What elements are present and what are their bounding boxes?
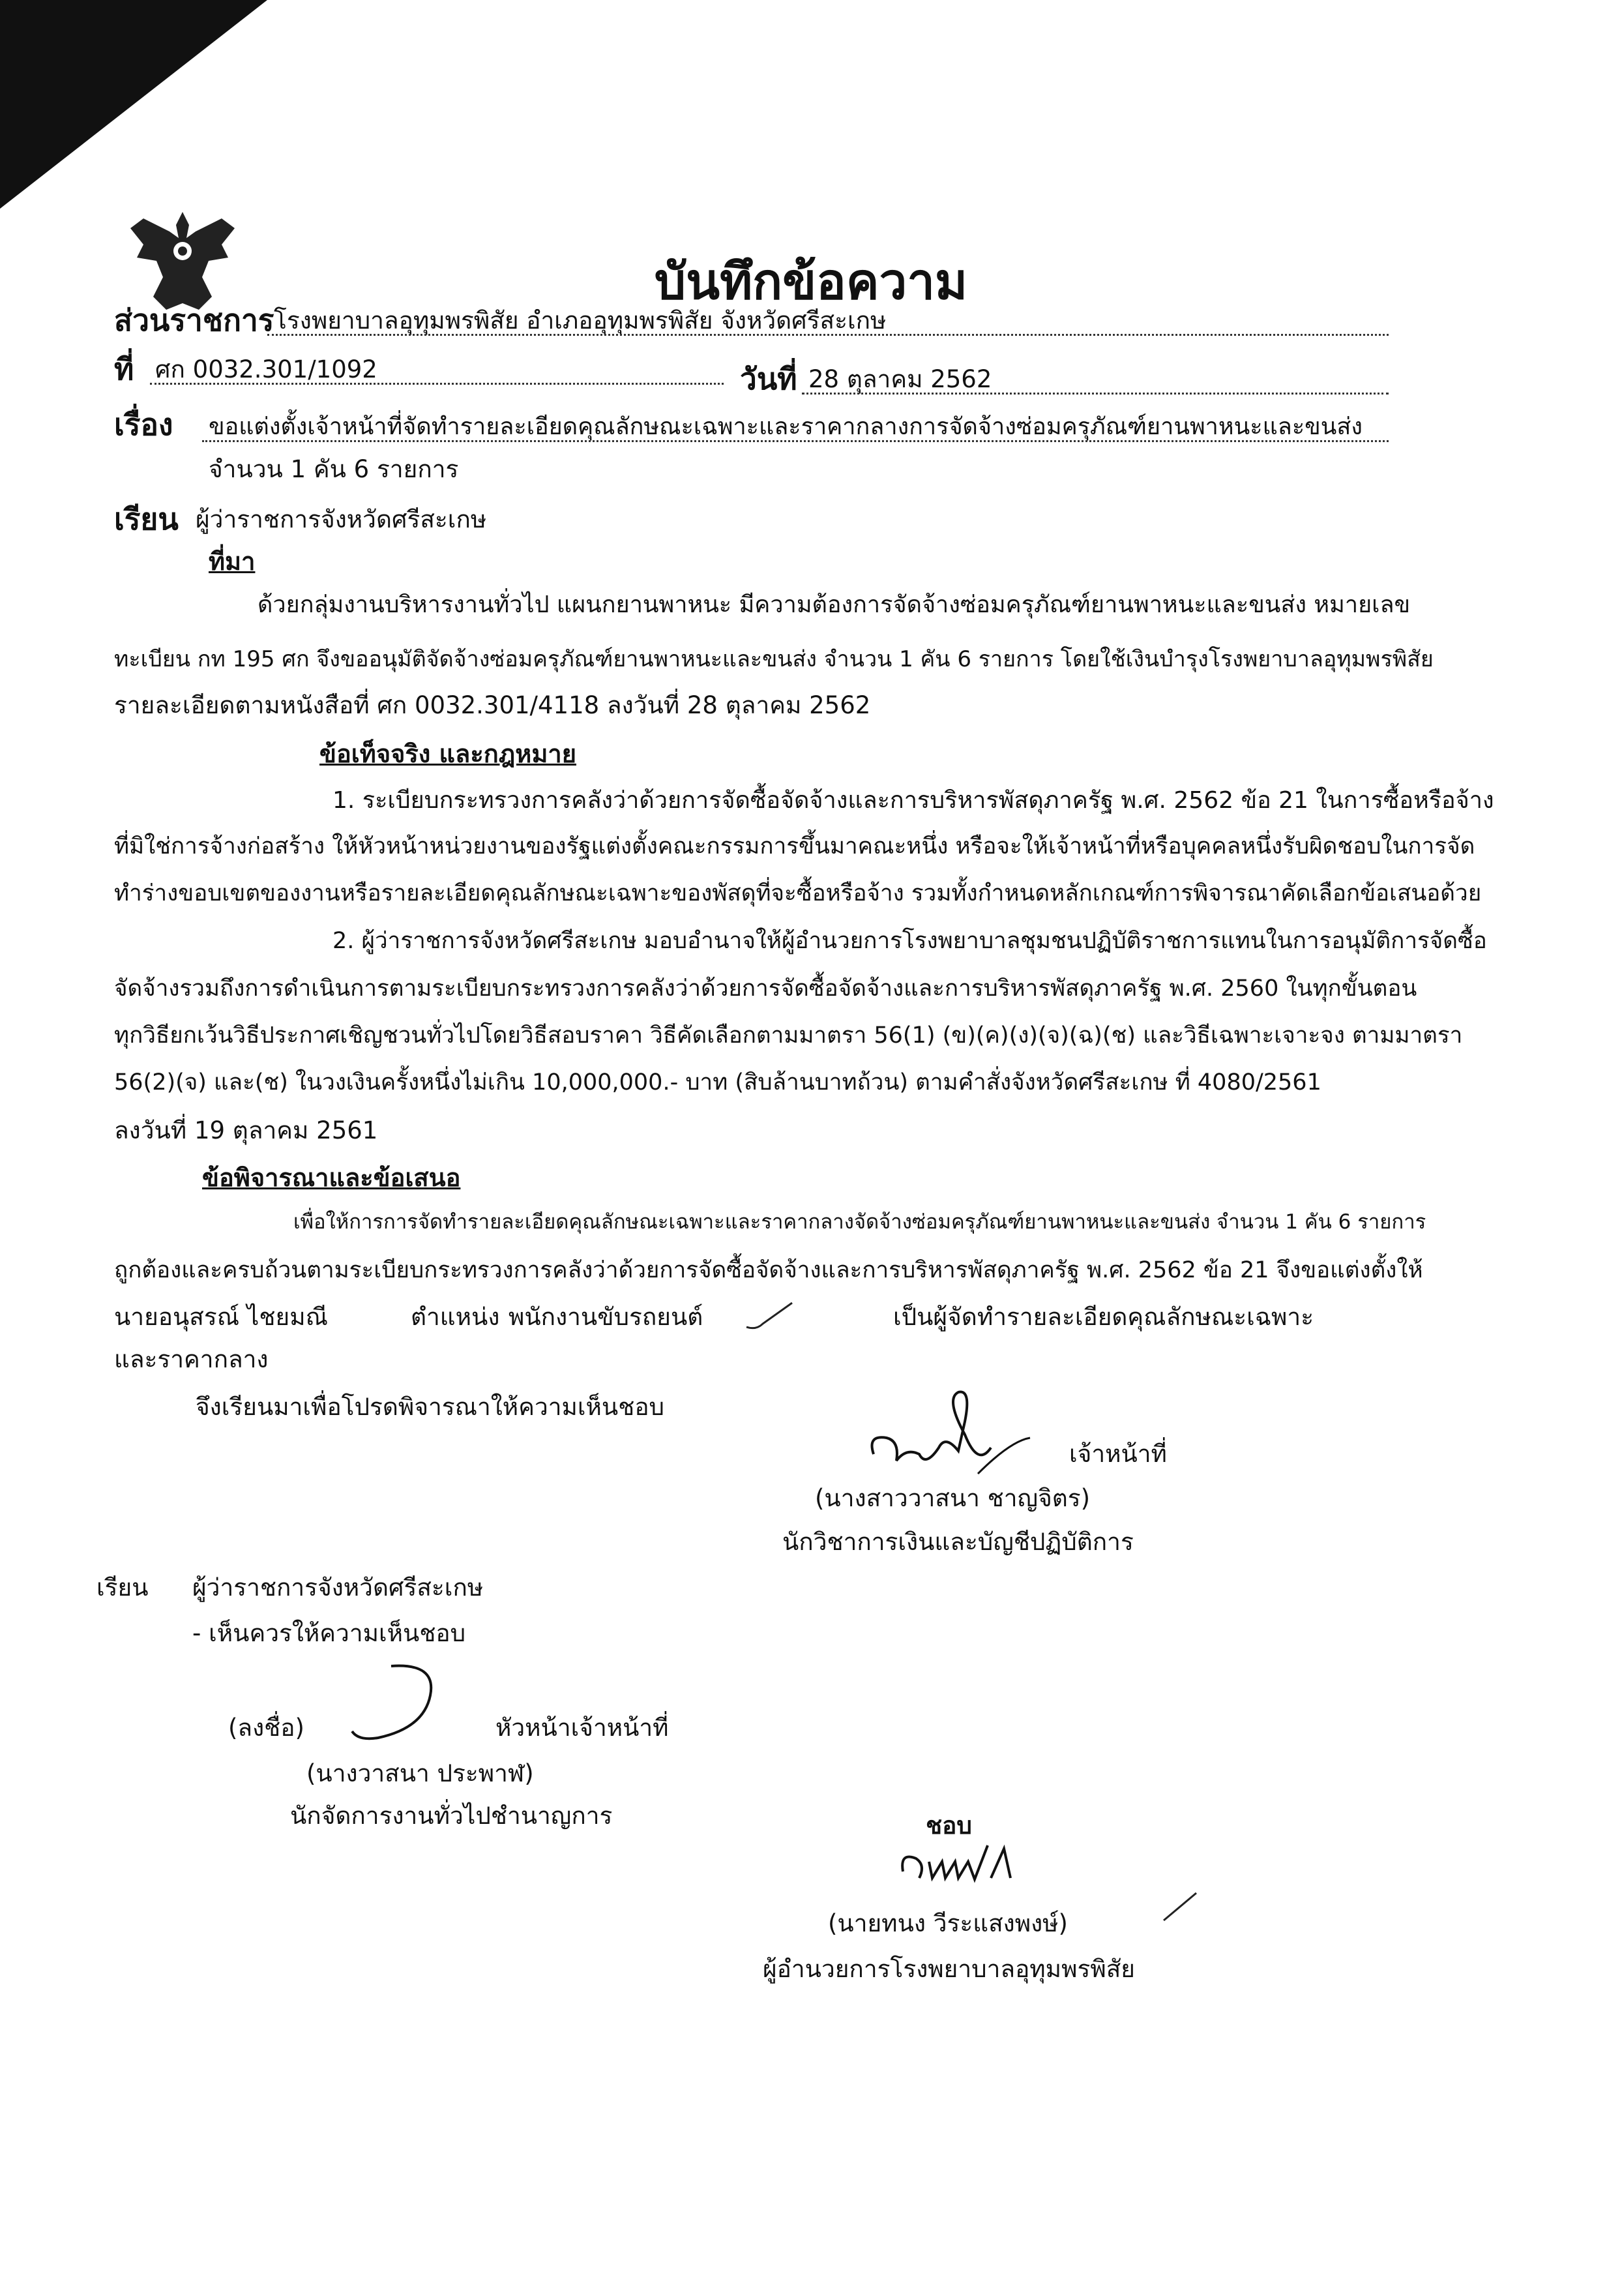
endorse-comment: - เห็นควรให้ความเห็นชอบ — [192, 1619, 466, 1647]
approval-position: ผู้อำนวยการโรงพยาบาลอุทุมพรพิสัย — [763, 1955, 1135, 1983]
to-label: เรียน — [114, 501, 179, 537]
facts-line-6: ทุกวิธียกเว้นวิธีประกาศเชิญชวนทั่วไปโดยวิธีสอบราคา วิธีคัดเลือกตามมาตรา 56(1) (ข)(ค)(ง)(จ)(ฉ)(ช) และวิธีเฉพาะเจาะจง ตามมาตรา — [114, 1022, 1463, 1049]
agency-value: โรงพยาบาลอุทุมพรพิสัย อำเภออุทุมพรพิสัย จังหวัดศรีสะเกษ — [274, 306, 887, 335]
proposal-line-2: ถูกต้องและครบถ้วนตามระเบียบกระทรวงการคลังว่าด้วยการจัดซื้อจัดจ้างและการบริหารพัสดุภาครัฐ พ.ศ. 2562 ข้อ 21 จึงขอแต่งตั้งให้ — [114, 1257, 1423, 1283]
endorse-position: นักจัดการงานทั่วไปชำนาญการ — [290, 1802, 613, 1830]
endorse-title: หัวหน้าเจ้าหน้าที่ — [495, 1714, 669, 1742]
subject-line2: จำนวน 1 คัน 6 รายการ — [209, 455, 459, 483]
agency-label: ส่วนราชการ — [114, 303, 274, 338]
signer1-name: (นางสาววาสนา ชาญจิตร) — [815, 1484, 1091, 1512]
appointee-position: พนักงานขับรถยนต์ — [509, 1303, 703, 1331]
date-value: 28 ตุลาคม 2562 — [808, 365, 992, 393]
ref-underline — [150, 383, 724, 385]
approval-word: ชอบ — [926, 1811, 972, 1840]
facts-line-2: ที่มิใช่การจ้างก่อสร้าง ให้หัวหน้าหน่วยงานของรัฐแต่งตั้งคณะกรรมการขึ้นมาคณะหนึ่ง หรือจะให้เจ้าหน้าที่หรือบุคคลหนึ่งรับผิดชอบในการจัด — [114, 833, 1475, 859]
signature-head-officer — [339, 1656, 469, 1748]
to-value: ผู้ว่าราชการจังหวัดศรีสะเกษ — [196, 505, 487, 533]
closing-text: จึงเรียนมาเพื่อโปรดพิจารณาให้ความเห็นชอบ — [196, 1393, 665, 1421]
signer1-title: เจ้าหน้าที่ — [1069, 1440, 1167, 1468]
approval-name: (นายทนง วีระแสงพงษ์) — [828, 1909, 1068, 1937]
appointee-role: เป็นผู้จัดทำรายละเอียดคุณลักษณะเฉพาะ — [893, 1303, 1314, 1331]
date-underline — [802, 393, 1389, 395]
ref-value: ศก 0032.301/1092 — [155, 355, 377, 383]
memo-title: บันทึกข้อความ — [654, 252, 968, 310]
ref-label: ที่ — [114, 351, 134, 387]
facts-line-7: 56(2)(จ) และ(ช) ในวงเงินครั้งหนึ่งไม่เกิน 10,000,000.- บาท (สิบล้านบาทถ้วน) ตามคำสั่งจังหวัดศรีสะเกษ ที่ 4080/2561 — [114, 1069, 1321, 1096]
appointee-name: นายอนุสรณ์ ไชยมณี — [114, 1303, 328, 1331]
origin-line-1: ด้วยกลุ่มงานบริหารงานทั่วไป แผนกยานพาหนะ มีความต้องการจัดจ้างซ่อมครุภัณฑ์ยานพาหนะและขนส่ง หมายเลข — [258, 591, 1411, 618]
facts-line-4: 2. ผู้ว่าราชการจังหวัดศรีสะเกษ มอบอำนาจให้ผู้อำนวยการโรงพยาบาลชุมชนปฏิบัติราชการแทนในการอนุมัติการจัดซื้อ — [332, 928, 1487, 954]
date-label: วันที่ — [740, 361, 797, 396]
subject-label: เรื่อง — [114, 407, 173, 442]
proposal-line-1: เพื่อให้การการจัดทำรายละเอียดคุณลักษณะเฉพาะและราคากลางจัดจ้างซ่อมครุภัณฑ์ยานพาหนะและขนส่ง จำนวน 1 คัน 6 รายการ — [293, 1210, 1426, 1234]
facts-heading: ข้อเท็จจริง และกฎหมาย — [319, 739, 576, 768]
endorse-name: (นางวาสนา ประพาฬ) — [306, 1759, 534, 1787]
origin-heading: ที่มา — [209, 547, 256, 576]
check-mark-icon — [1160, 1888, 1200, 1927]
facts-line-8: ลงวันที่ 19 ตุลาคม 2561 — [114, 1116, 378, 1144]
signature-director — [893, 1832, 1043, 1891]
proposal-line-4: และราคากลาง — [114, 1345, 269, 1373]
endorse-to-label: เรียน — [96, 1573, 149, 1602]
check-mark-icon — [743, 1298, 795, 1337]
origin-line-2: ทะเบียน กท 195 ศก จึงขออนุมัติจัดจ้างซ่อมครุภัณฑ์ยานพาหนะและขนส่ง จำนวน 1 คัน 6 รายการ โดยใช้เงินบำรุงโรงพยาบาลอุทุมพรพิสัย — [114, 646, 1434, 672]
endorse-sign-label: (ลงชื่อ) — [228, 1714, 304, 1742]
appointee-position-label: ตำแหน่ง — [411, 1303, 500, 1331]
origin-line-3: รายละเอียดตามหนังสือที่ ศก 0032.301/4118 ลงวันที่ 28 ตุลาคม 2562 — [114, 691, 871, 719]
subject-line1: ขอแต่งตั้งเจ้าหน้าที่จัดทำรายละเอียดคุณลักษณะเฉพาะและราคากลางการจัดจ้างซ่อมครุภัณฑ์ยานพาหนะและขนส่ง — [209, 413, 1363, 440]
signer1-position: นักวิชาการเงินและบัญชีปฏิบัติการ — [782, 1528, 1134, 1556]
subject-underline — [202, 440, 1389, 442]
endorse-to-value: ผู้ว่าราชการจังหวัดศรีสะเกษ — [192, 1573, 484, 1602]
facts-line-5: จัดจ้างรวมถึงการดำเนินการตามระเบียบกระทรวงการคลังว่าด้วยการจัดซื้อจัดจ้างและการบริหารพัสดุภาครัฐ พ.ศ. 2560 ในทุกขั้นตอน — [114, 976, 1417, 1002]
facts-line-3: ทำร่างขอบเขตของงานหรือรายละเอียดคุณลักษณะเฉพาะของพัสดุที่จะซื้อหรือจ้าง รวมทั้งกำหนดหลักเกณฑ์การพิจารณาคัดเลือกข้อเสนอด้วย — [114, 880, 1482, 906]
facts-line-1: 1. ระเบียบกระทรวงการคลังว่าด้วยการจัดซื้อจัดจ้างและการบริหารพัสดุภาครัฐ พ.ศ. 2562 ข้อ 21 ในการซื้อหรือจ้าง — [332, 787, 1494, 814]
scan-corner-shadow — [0, 0, 274, 215]
proposal-heading: ข้อพิจารณาและข้อเสนอ — [202, 1163, 461, 1192]
agency-underline — [267, 334, 1389, 336]
